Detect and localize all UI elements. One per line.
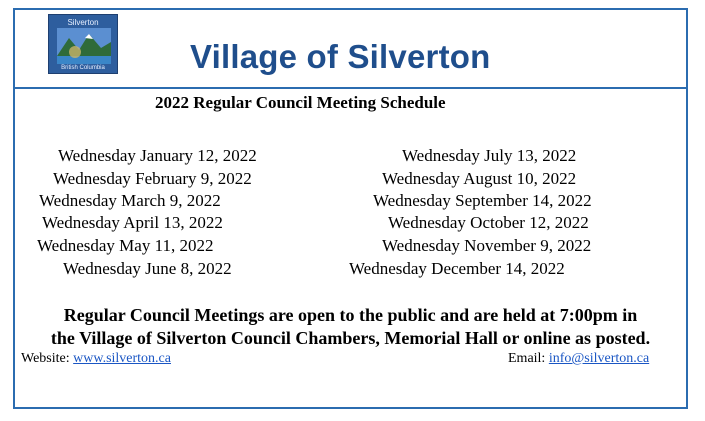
logo-top-text: Silverton [67,18,99,27]
village-logo [48,14,118,74]
logo-landscape-icon [57,28,111,64]
date-right-5: Wednesday November 9, 2022 [382,236,592,255]
logo-bottom-text: British Columbia [61,65,105,71]
date-left-1: Wednesday January 12, 2022 [58,146,257,165]
website-footer [21,351,171,367]
date-right-1: Wednesday July 13, 2022 [402,146,577,165]
notice-line-1: Regular Council Meetings are open to the public and are held at 7:00pm in [63,305,638,325]
header-divider [15,87,686,89]
email-link[interactable]: info@silverton.ca [548,351,650,366]
date-right-2: Wednesday August 10, 2022 [382,169,577,188]
website-link[interactable]: www.silverton.ca [73,351,171,366]
email-label: Email: [508,351,546,366]
date-right-6: Wednesday December 14, 2022 [349,259,565,278]
email-footer [508,351,649,367]
date-right-4: Wednesday October 12, 2022 [388,213,589,232]
notice-line-2: the Village of Silverton Council Chambers, Memorial Hall or online as posted. [50,328,651,348]
date-left-5: Wednesday May 11, 2022 [37,236,214,255]
date-right-3: Wednesday September 14, 2022 [373,191,592,210]
schedule-heading: 2022 Regular Council Meeting Schedule [155,93,446,112]
date-left-4: Wednesday April 13, 2022 [42,213,223,232]
date-left-2: Wednesday February 9, 2022 [53,169,252,188]
page-title: Village of Silverton [190,38,491,75]
website-label: Website: [21,351,70,366]
date-left-3: Wednesday March 9, 2022 [39,191,221,210]
date-left-6: Wednesday June 8, 2022 [63,259,232,278]
